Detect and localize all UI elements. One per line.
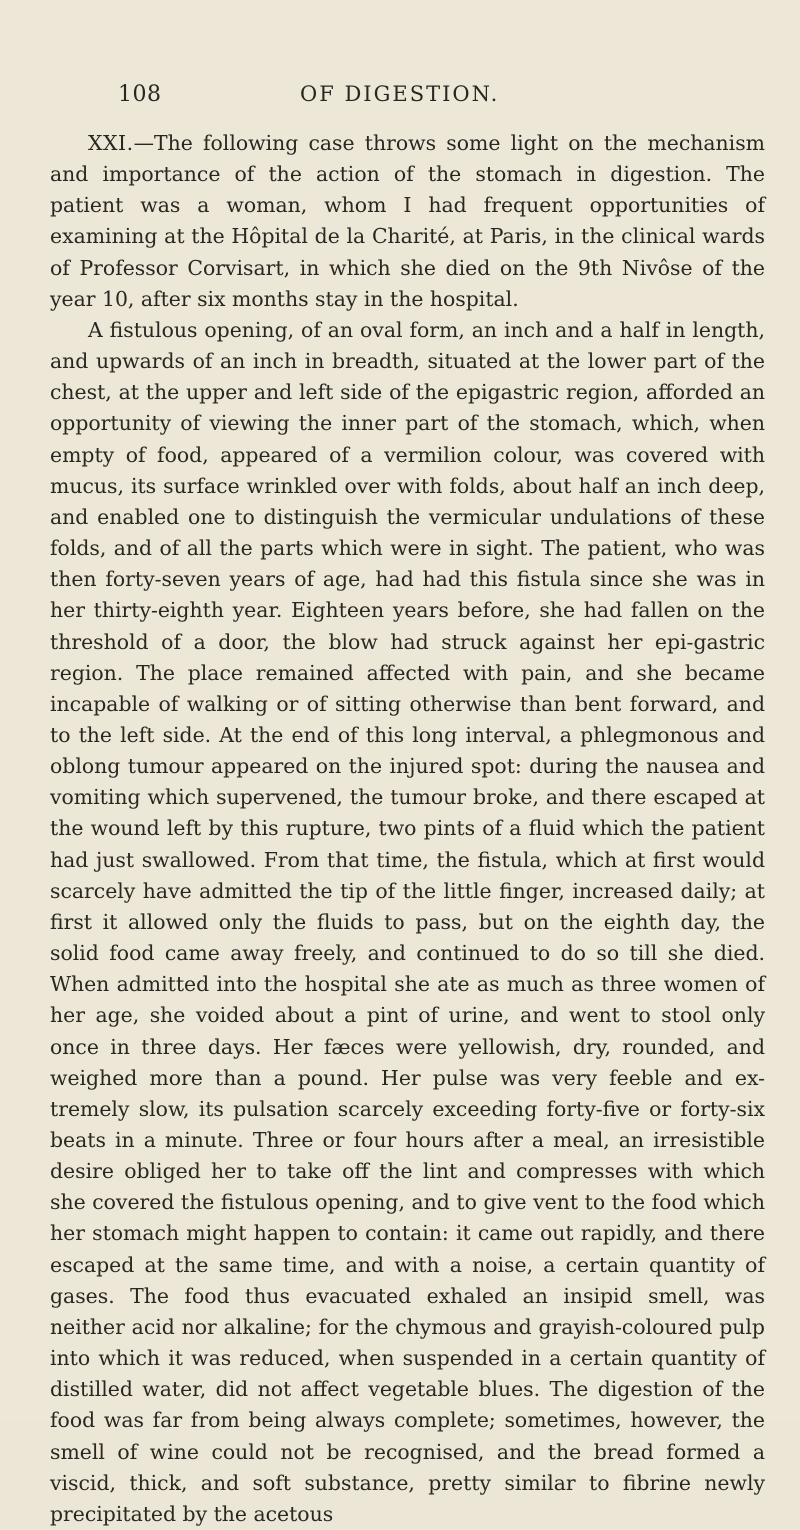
section-number: XXI. — [88, 131, 134, 155]
paragraph-2-text: A fistulous opening, of an oval form, an inch and a half in length, and upwards of an inch in breadth, situated at the lower part of the chest, at the upper and left side of the epigastric region, afforded an opportunity of viewing the inner part of the stomach, which, when empty of food, appeared of a vermilion colour, was covered with mucus, its surface wrinkled over with folds, about half an inch deep, and enabled one to distinguish the vermicular undulations of these folds, and of all the parts which were in sight. The patient, who was then forty-seven years of age, had had this fistula since she was in her thirty-eighth year. Eighteen years before, she had fallen on the threshold of a door, the blow had struck against her epi-gastric region. The place remained affected with pain, and she became incapable of walking or of sitting otherwise than bent forward, and to the left side. At the end of this long interval, a phlegmonous and oblong tumour appeared on the injured spot: during the nausea and vomiting which supervened, the tumour broke, and there escaped at the wound left by this rupture, two pints of a fluid which the patient had just swallowed. From that time, the fistula, which at first would scarcely have admitted the tip of the little finger, increased daily; at first it allowed only the fluids to pass, but on the eighth day, the solid food came away freely, and continued to do so till she died. When admitted into the hospital she ate as much as three women of her age, she voided about a pint of urine, and went to stool only once in three days. Her fæces were yellowish, dry, rounded, and weighed more than a pound. Her pulse was very feeble and ex-tremely slow, its pulsation scarcely exceeding forty-five or forty-six beats in a minute. Three or four hours after a meal, an irresistible desire obliged her to take off the lint and compresses with which she covered the fistulous opening, and to give vent to the food which her stomach might happen to contain: it came out rapidly, and there escaped at the same time, and with a noise, a certain quantity of gases. The food thus evacuated exhaled an insipid smell, was neither acid nor alkaline; for the chymous and grayish-coloured pulp into which it was reduced, when suspended in a certain quantity of distilled water, did not affect vegetable blues. The digestion of the food was far from being always complete; sometimes, however, the smell of wine could not be recognised, and the bread formed a viscid, thick, and soft substance, pretty similar to fibrine newly precipitated by the acetous — [50, 317, 765, 1526]
running-head — [100, 82, 740, 112]
body-text — [50, 128, 765, 1530]
paragraph-2 — [50, 315, 765, 1530]
paragraph-1 — [50, 128, 765, 315]
running-title: OF DIGESTION. — [300, 82, 500, 106]
paragraph-1-text: —The following case throws some light on the mechanism and importance of the action of the stomach in digestion. The patient was a woman, whom I had frequent opportunities of examining at the Hôpital de la Charité, at Paris, in the clinical wards of Professor Corvisart, in which she died on the 9th Nivôse of the year 10, after six months stay in the hospital. — [50, 131, 765, 311]
page-number: 108 — [118, 82, 162, 107]
